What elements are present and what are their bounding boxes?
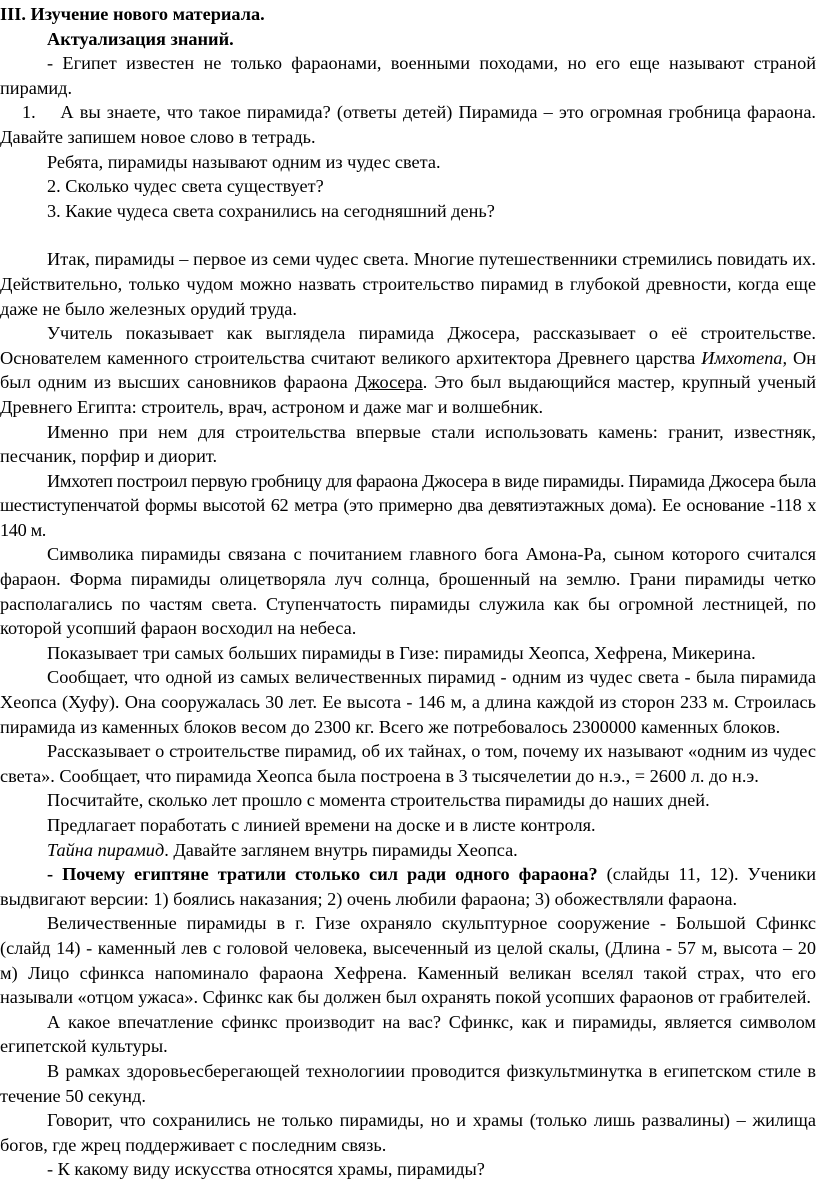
question-item: 2. Сколько чудес света существует? xyxy=(47,176,324,197)
paragraph: Символика пирамиды связана с почитанием главного бога Амона-Ра, сыном которого считался фараон. Форма пирамиды олицетворяла луч солнца, брошенный на землю. Грани пирамиды четко располагались по частям света. Ступенчатость пирамиды служила как бы огромной лестницей, по которой усопший фараон восходил на небеса. xyxy=(0,544,816,639)
paragraph xyxy=(0,838,816,863)
question-bold: - Почему египтяне тратили столько сил ради одного фараона? xyxy=(47,864,598,885)
paragraph: Предлагает поработать с линией времени на доске и в листе контроля. xyxy=(47,815,596,835)
text-run: Он был одним из высших сановников фараона xyxy=(0,347,816,393)
section-subheading: Актуализация знаний. xyxy=(47,28,234,49)
paragraph: Ребята, пирамиды называют одним из чудес света. xyxy=(47,151,441,172)
paragraph: Сообщает, что одной из самых величественных пирамид - одним из чудес света - была пирамида Хеопса (Хуфу). Она сооружалась 30 лет. Ее высота - 146 м, а длина каждой из сторон 233 м. Строилась пирамида из каменных блоков весом до 2300 кг. Всего же потребовалось 2300000 каменных блоков. xyxy=(0,667,816,737)
paragraph xyxy=(0,862,816,911)
paragraph: Именно при нем для строительства впервые стали использовать камень: гранит, известняк, песчаник, порфир и диорит. xyxy=(0,421,816,467)
subtopic-title: Тайна пирамид xyxy=(47,839,165,860)
paragraph: А какое впечатление сфинкс производит на вас? Сфинкс, как и пирамиды, является символом египетской культуры. xyxy=(0,1011,816,1057)
section-heading: III. Изучение нового материала. xyxy=(0,4,265,24)
question-item: 3. Какие чудеса света сохранились на сегодняшний день? xyxy=(47,200,495,221)
paragraph: Рассказывает о строительстве пирамид, об их тайнах, о том, почему их называют «одним из чудес света». Сообщает, что пирамида Хеопса была построена в 3 тысячелетии до н.э., = 2600 л. до н.э. xyxy=(0,741,816,786)
list-number: 1. xyxy=(22,102,36,123)
text-run: . Давайте заглянем внутрь пирамиды Хеопса. xyxy=(164,839,518,860)
paragraph: Величественные пирамиды в г. Гизе охраняло скульптурное сооружение - Большой Сфинкс (слайд 14) - каменный лев с головой человека, высеченный из целой скалы, (Длина - 57 м, высота – 20 м) Лицо сфинкса напоминало фараона Хефрена. Каменный великан вселял такой страх, что его называли «отцом ужаса». Сфинкс как бы должен был охранять покой усопших фараонов от грабителей. xyxy=(0,913,816,1008)
paragraph: В рамках здоровьесберегающей технологиии проводится физкультминутка в египетском стиле в течение 50 секунд. xyxy=(0,1060,816,1106)
imhotep-name: Имхотепа, xyxy=(701,347,788,368)
text-run: (слайды 11, 12). Ученики выдвигают версии: 1) боялись наказания; 2) очень любили фараона; 3) обожествляли фараона. xyxy=(0,864,816,909)
text-run: . Это был выдающийся мастер, крупный ученый Древнего Египта: строитель, врач, астроном и даже маг и волшебник. xyxy=(0,372,816,417)
paragraph: Показывает три самых больших пирамиды в Гизе: пирамиды Хеопса, Хефрена, Микерина. xyxy=(47,642,756,663)
blank-line xyxy=(0,223,816,247)
text-run: Учитель показывает как выглядела пирамида Джосера, рассказывает о её строительстве. Основателем каменного строительства считают великого архитектора Древнего царства xyxy=(0,323,816,368)
paragraph-numbered xyxy=(0,100,816,149)
paragraph: - Египет известен не только фараонами, военными походами, но его еще называют страной пирамид. xyxy=(0,53,816,98)
djoser-link[interactable]: Джосера xyxy=(354,372,423,393)
paragraph: Итак, пирамиды – первое из семи чудес света. Многие путешественники стремились повидать их. Действительно, только чудом можно назвать строительство пирамид в глубокой древности, когда еще даже не было железных орудий труда. xyxy=(0,249,816,319)
paragraph: - К какому виду искусства относятся храмы, пирамиды? xyxy=(47,1159,485,1180)
paragraph xyxy=(0,321,816,419)
paragraph: Посчитайте, сколько лет прошло с момента строительства пирамиды до наших дней. xyxy=(47,790,710,811)
paragraph: Имхотеп построил первую гробницу для фараона Джосера в виде пирамиды. Пирамида Джосера была шестиступенчатой формы высотой 62 метра (это примерно два девятиэтажных дома). Ее основание -118 х 140 м. xyxy=(0,470,816,540)
paragraph-text: А вы знаете, что такое пирамида? (ответы детей) Пирамида – это огромная гробница фараона. Давайте запишем новое слово в тетрадь. xyxy=(0,102,816,147)
paragraph: Говорит, что сохранились не только пирамиды, но и храмы (только лишь развалины) – жилища богов, где жрец поддерживает с последним связь. xyxy=(0,1110,816,1155)
